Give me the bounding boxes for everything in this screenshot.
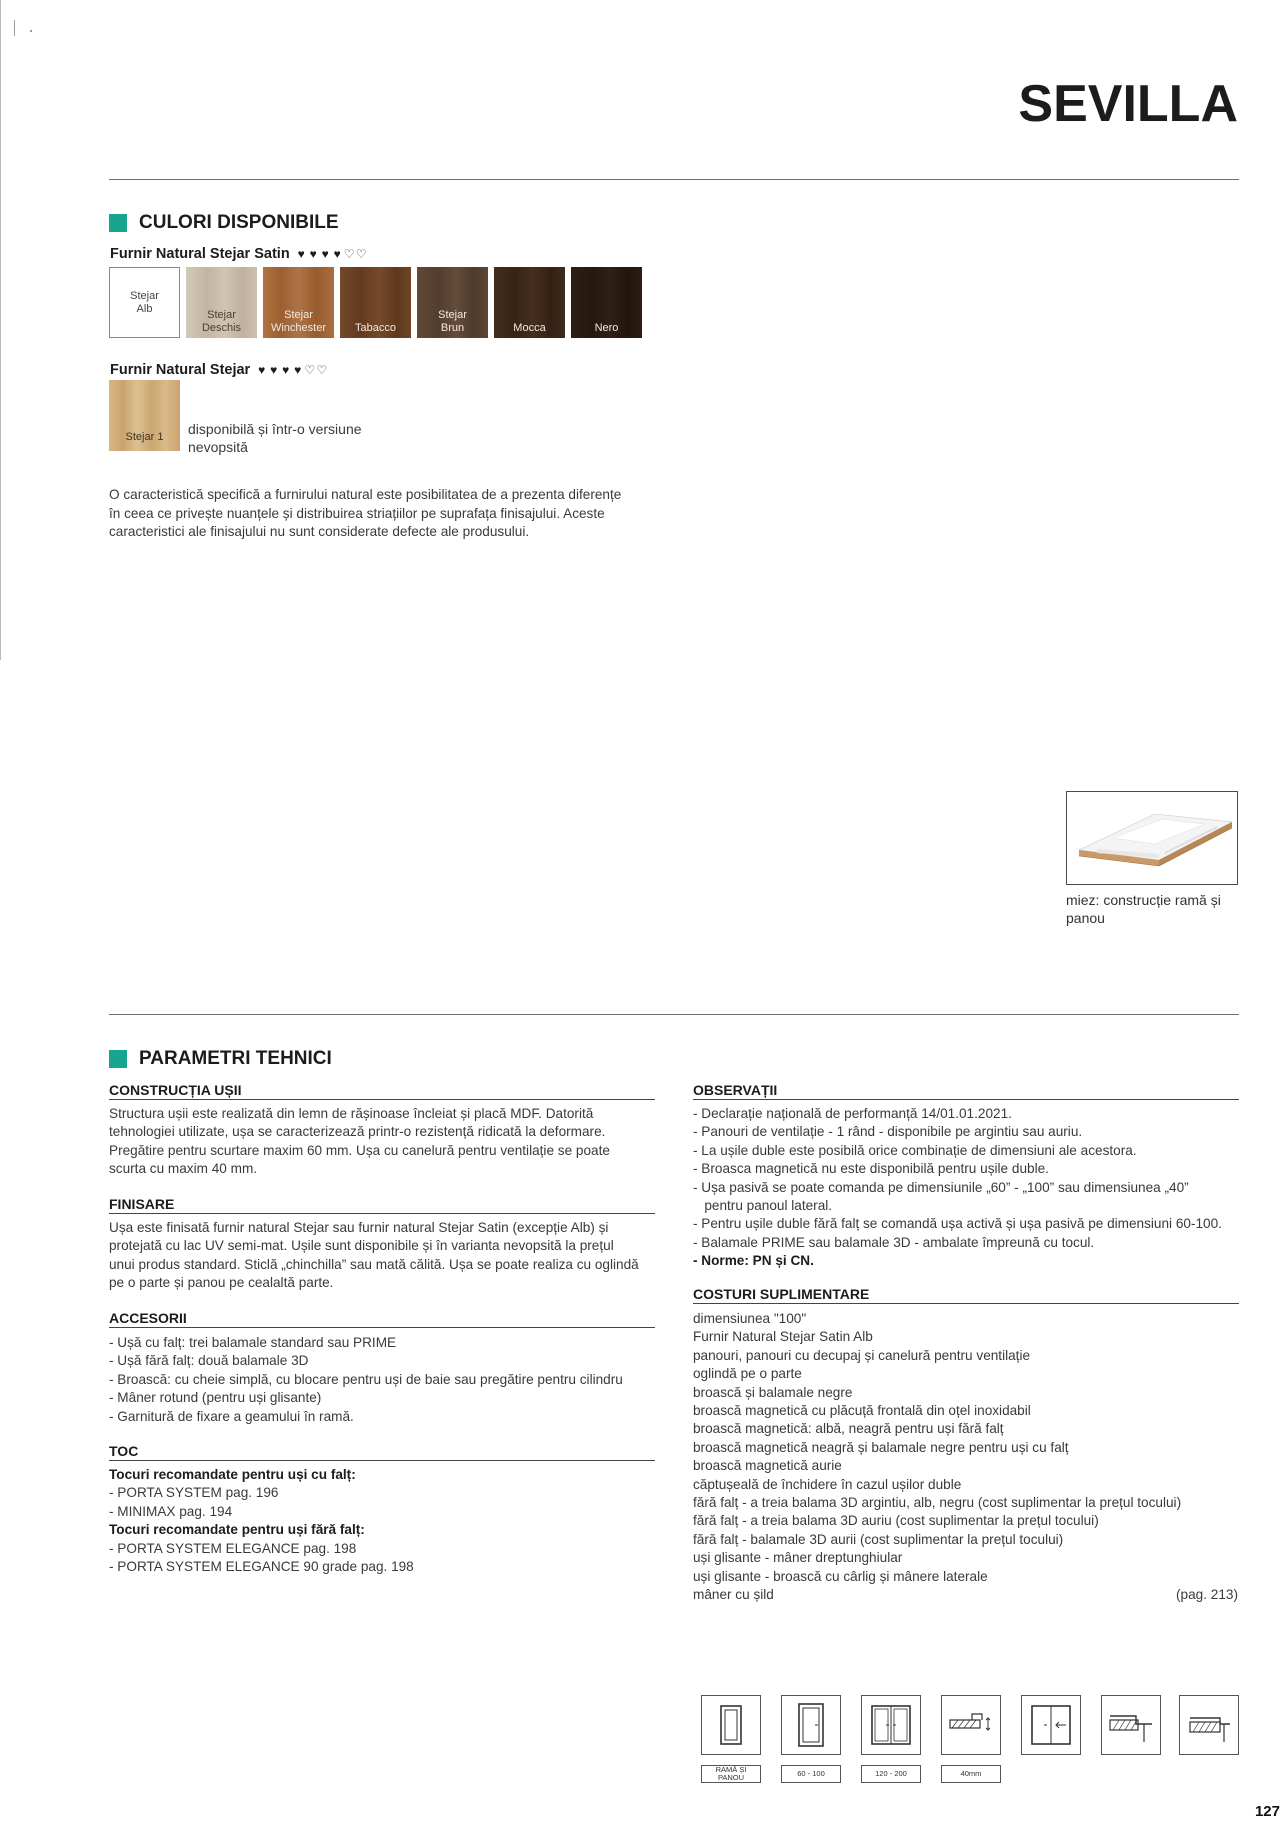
- text-line: pe o parte și panou pe cealaltă parte.: [109, 1275, 334, 1291]
- swatch-stejar-winchester: Stejar Winchester: [263, 267, 334, 338]
- page-number: 127: [1254, 1803, 1280, 1820]
- text-line: - Panouri de ventilație - 1 rând - disponibile pe argintiu sau auriu.: [693, 1124, 1083, 1140]
- costuri-heading: COSTURI SUPLIMENTARE: [693, 1286, 1239, 1304]
- text-line: pentru panoul lateral.: [693, 1198, 833, 1214]
- text-line: fără falț - a treia balama 3D auriu (cost suplimentar la prețul tocului): [693, 1513, 1099, 1529]
- text-line: - PORTA SYSTEM ELEGANCE pag. 198: [109, 1540, 357, 1556]
- text-line: - Pentru ușile duble fără falț se comandă ușa activă și ușa pasivă pe dimensiuni 60-100.: [693, 1216, 1222, 1232]
- text-line: panouri, panouri cu decupaj și canelură pentru ventilație: [693, 1347, 1031, 1363]
- swatch-stejar-1: Stejar 1: [109, 380, 180, 451]
- text-line: broască magnetică aurie: [693, 1458, 842, 1474]
- text-line: Structura ușii este realizată din lemn de rășinoase încleiat și placă MDF. Datorită: [109, 1106, 594, 1121]
- rating-heart-empty-icon: ♡: [343, 247, 355, 261]
- top-divider: [109, 179, 1239, 180]
- rating-heart-filled-icon: ♥: [294, 363, 302, 377]
- text-line: - Garnitură de fixare a geamului în ramă.: [109, 1408, 354, 1424]
- label-single-width: 60 - 100: [781, 1765, 841, 1783]
- section-marker-icon: [109, 1050, 127, 1068]
- text-line: - Mâner rotund (pentru uși glisante): [109, 1390, 322, 1406]
- rating-heart-filled-icon: ♥: [309, 247, 317, 261]
- description-line: caracteristici ale finisajului nu sunt considerate defecte ale produsului.: [109, 524, 530, 539]
- mid-divider: [109, 1014, 1239, 1015]
- single-door-icon: [781, 1695, 841, 1755]
- natural-label: [110, 362, 327, 378]
- double-door-icon: [861, 1695, 921, 1755]
- text-line: - Broasca magnetică nu este disponibilă pentru ușile duble.: [693, 1161, 1049, 1177]
- text-line: - Declarație națională de performanță 14/01.01.2021.: [693, 1106, 1012, 1121]
- text-line: mâner cu șild: [693, 1587, 774, 1603]
- text-line: uși glisante - broască cu cârlig și mânere laterale: [693, 1568, 988, 1584]
- sliding-door-icon: [1021, 1695, 1081, 1755]
- text-line: Pregătire pentru scurtare maxim 60 mm. Ușa cu canelură pentru ventilație se poate: [109, 1142, 610, 1158]
- tech-section-heading: [109, 1048, 332, 1070]
- product-title: SEVILLA: [1018, 75, 1238, 133]
- text-line: broască magnetică: albă, neagră pentru uși fără falț: [693, 1421, 1004, 1437]
- text-line: broască magnetică neagră și balamale negre pentru uși cu falț: [693, 1439, 1069, 1455]
- page-edge: [0, 0, 1, 660]
- costuri-text: [693, 1310, 1181, 1605]
- accesorii-text: [109, 1334, 623, 1426]
- text-line: unui produs standard. Sticlă „chinchilla” sau mată călită. Ușa se poate realiza cu oglindă: [109, 1256, 639, 1272]
- crop-mark-dot: [30, 30, 32, 32]
- toc-heading: TOC: [109, 1443, 655, 1461]
- door-core-illustration: [1067, 792, 1237, 884]
- text-line: - Broască: cu cheie simplă, cu blocare pentru uși de baie sau pregătire pentru cilindru: [109, 1371, 623, 1387]
- finisare-text: [109, 1219, 639, 1293]
- page-reference: (pag. 213): [1176, 1587, 1238, 1602]
- text-line: - Ușă fără falț: două balamale 3D: [109, 1353, 309, 1369]
- core-caption-line: miez: construcție ramă și: [1066, 892, 1221, 908]
- constructia-heading: CONSTRUCȚIA UȘII: [109, 1082, 655, 1100]
- text-line: - Ușa pasivă se poate comanda pe dimensiunile „60” - „100” sau dimensiunea „40”: [693, 1179, 1189, 1195]
- core-caption-line: panou: [1066, 910, 1105, 926]
- rating-heart-filled-icon: ♥: [258, 363, 266, 377]
- colors-section-heading: [109, 212, 339, 234]
- toc-subheading: Tocuri recomandate pentru uși fără falț:: [109, 1522, 365, 1538]
- text-line: protejată cu lac UV semi-mat. Ușile sunt disponibile și în varianta nevopsită la prețul: [109, 1238, 614, 1254]
- text-line: tehnologiei utilizate, ușa se caracterizează printr-o rezistență ridicată la deformare.: [109, 1124, 606, 1140]
- observatii-text: [693, 1105, 1222, 1271]
- rating-heart-filled-icon: ♥: [321, 247, 329, 261]
- toc-subheading: Tocuri recomandate pentru uși cu falț:: [109, 1467, 356, 1482]
- text-line: Furnir Natural Stejar Satin Alb: [693, 1329, 873, 1345]
- rebate-profile-icon: [1101, 1695, 1161, 1755]
- tech-heading-text: PARAMETRI TEHNICI: [139, 1048, 332, 1069]
- text-line: - PORTA SYSTEM ELEGANCE 90 grade pag. 198: [109, 1559, 414, 1575]
- colors-heading-text: CULORI DISPONIBILE: [139, 212, 339, 233]
- text-line: fără falț - a treia balama 3D argintiu, alb, negru (cost suplimentar la prețul tocului): [693, 1495, 1182, 1511]
- text-line: broască magnetică cu plăcuță frontală din oțel inoxidabil: [693, 1403, 1031, 1419]
- label-thickness: 40mm: [941, 1765, 1001, 1783]
- text-line: scurta cu maxim 40 mm.: [109, 1161, 258, 1177]
- swatch-stejar-alb: Stejar Alb: [109, 267, 180, 338]
- label-rama-panou: RAMĂ ȘI PANOU: [701, 1765, 761, 1783]
- section-marker-icon: [109, 214, 127, 232]
- unfinished-note-line1: disponibilă și într-o versiune: [188, 421, 362, 437]
- swatch-stejar-deschis: Stejar Deschis: [186, 267, 257, 338]
- text-line: - MINIMAX pag. 194: [109, 1503, 233, 1519]
- core-construction-image: [1066, 791, 1238, 885]
- satin-rating: [296, 247, 367, 261]
- satin-label: [110, 246, 367, 262]
- swatch-mocca: Mocca: [494, 267, 565, 338]
- text-line: - Balamale PRIME sau balamale 3D - ambalate împreună cu tocul.: [693, 1234, 1095, 1250]
- core-caption: [1066, 891, 1241, 927]
- text-line: fără falț - balamale 3D aurii (cost suplimentar la prețul tocului): [693, 1531, 1064, 1547]
- rating-heart-filled-icon: ♥: [270, 363, 278, 377]
- rating-heart-filled-icon: ♥: [333, 247, 341, 261]
- swatch-nero: Nero: [571, 267, 642, 338]
- text-line: uși glisante - mâner dreptunghiular: [693, 1550, 903, 1566]
- swatch-tabacco: Tabacco: [340, 267, 411, 338]
- label-double-width: 120 - 200: [861, 1765, 921, 1783]
- description-line: O caracteristică specifică a furnirului natural este posibilitatea de a prezenta diferențe: [109, 487, 622, 502]
- text-line: căptușeală de închidere în cazul ușilor duble: [693, 1476, 962, 1492]
- rating-heart-empty-icon: ♡: [355, 247, 367, 261]
- flush-profile-icon: [1179, 1695, 1239, 1755]
- accesorii-heading: ACCESORII: [109, 1310, 655, 1328]
- constructia-text: [109, 1105, 610, 1179]
- norms-line: - Norme: PN și CN.: [693, 1253, 814, 1269]
- description-line: în ceea ce privește nuanțele și distribuirea striațiilor pe suprafața finisajului. Aceste: [109, 505, 605, 521]
- satin-label-text: Furnir Natural Stejar Satin: [110, 246, 290, 262]
- rama-panou-icon: [701, 1695, 761, 1755]
- veneer-description: [109, 486, 621, 542]
- text-line: - PORTA SYSTEM pag. 196: [109, 1485, 279, 1501]
- rating-heart-filled-icon: ♥: [297, 247, 305, 261]
- observatii-heading: OBSERVAȚII: [693, 1082, 1239, 1100]
- satin-swatches: [109, 267, 642, 338]
- unfinished-note-line2: nevopsită: [188, 439, 248, 455]
- text-line: dimensiunea "100": [693, 1311, 807, 1326]
- rating-heart-empty-icon: ♡: [304, 363, 316, 377]
- toc-text: [109, 1466, 414, 1576]
- crop-mark: [14, 20, 15, 36]
- rating-heart-filled-icon: ♥: [282, 363, 290, 377]
- natural-label-text: Furnir Natural Stejar: [110, 362, 251, 378]
- swatch-stejar-brun: Stejar Brun: [417, 267, 488, 338]
- rating-heart-empty-icon: ♡: [316, 363, 328, 377]
- text-line: - La ușile duble este posibilă orice combinație de dimensiuni ale acestora.: [693, 1142, 1137, 1158]
- natural-rating: [256, 363, 327, 377]
- text-line: - Ușă cu falț: trei balamale standard sau PRIME: [109, 1335, 397, 1350]
- finisare-heading: FINISARE: [109, 1196, 655, 1214]
- text-line: Ușa este finisată furnir natural Stejar sau furnir natural Stejar Satin (excepție Alb) și: [109, 1220, 609, 1235]
- rebated-door-icon: [941, 1695, 1001, 1755]
- text-line: oglindă pe o parte: [693, 1366, 802, 1382]
- text-line: broască și balamale negre: [693, 1384, 853, 1400]
